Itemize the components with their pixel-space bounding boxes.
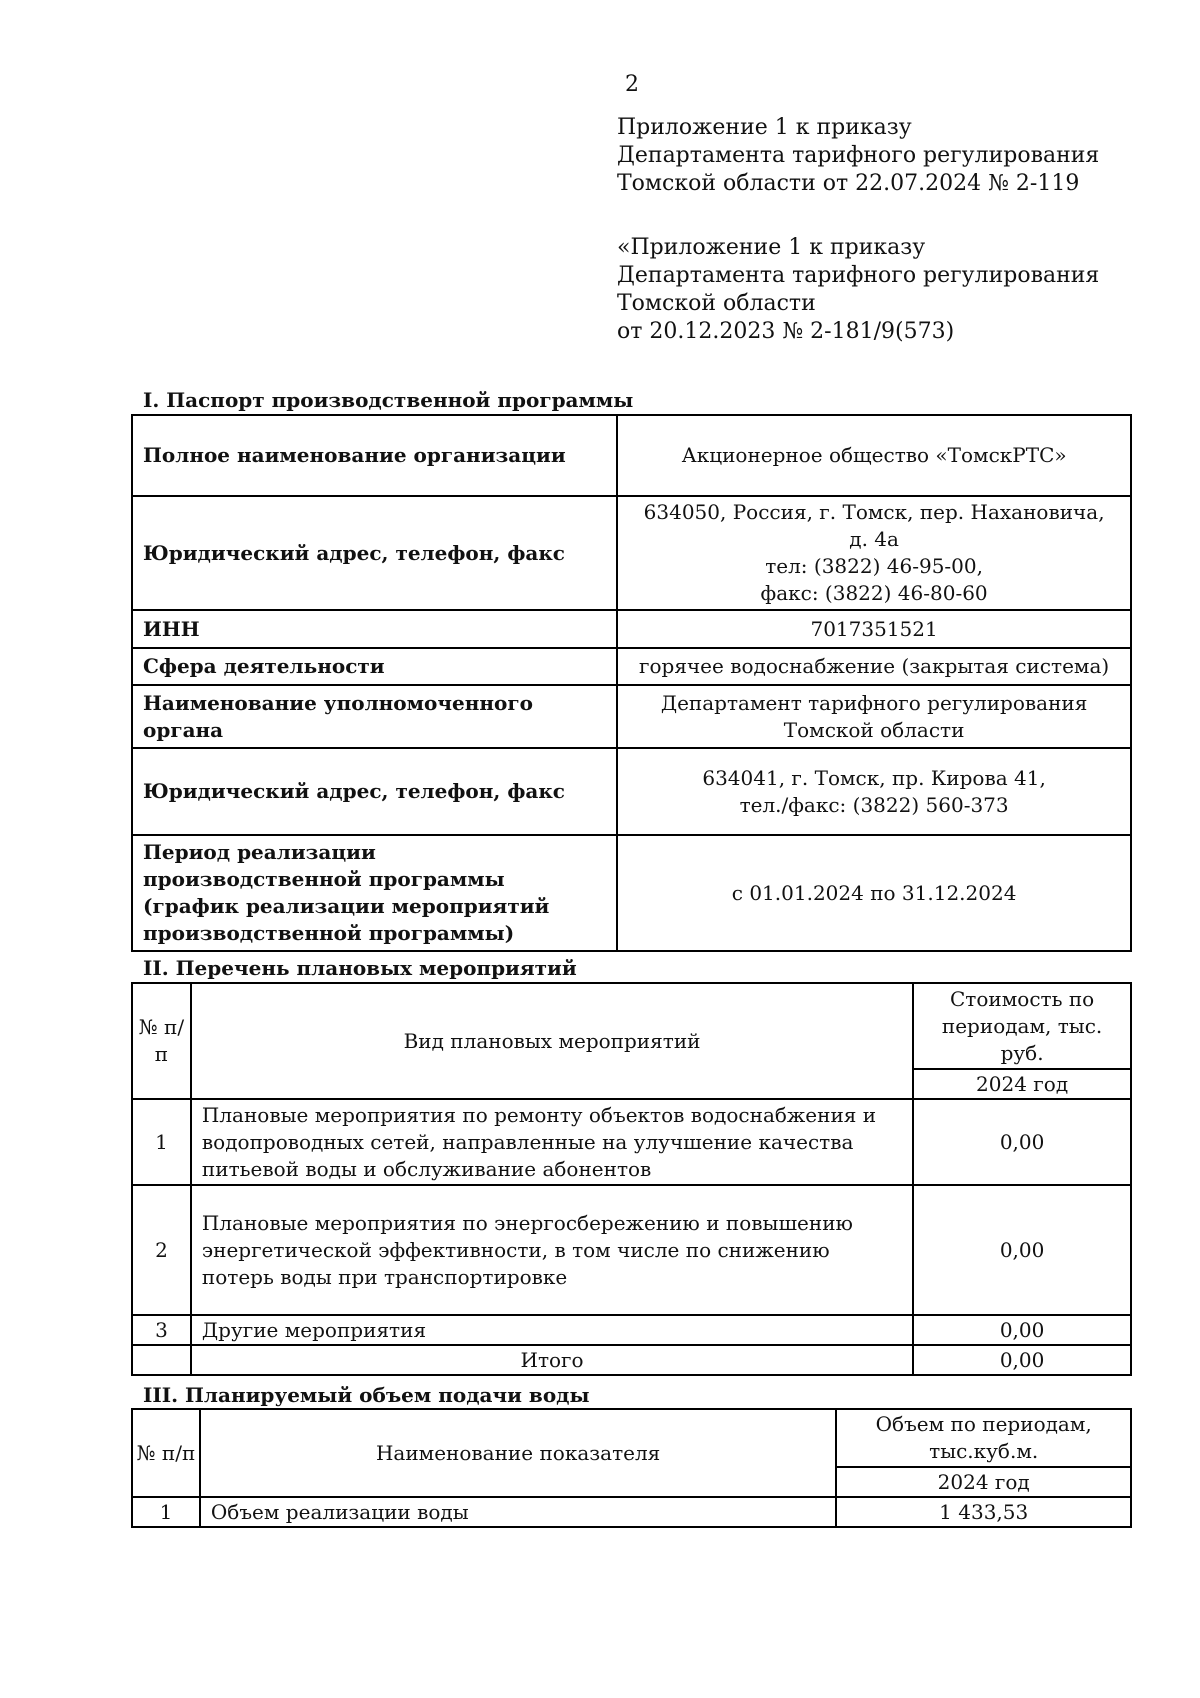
row-num: 2 [132,1185,191,1315]
passport-value: 7017351521 [617,610,1131,648]
passport-label: Юридический адрес, телефон, факс [132,748,617,835]
table-row [132,496,1131,610]
order-header [617,114,1099,198]
passport-value: с 01.01.2024 по 31.12.2024 [617,835,1131,951]
table-row [132,835,1131,951]
passport-value: горячее водоснабжение (закрытая система) [617,648,1131,685]
row-value: 1 433,53 [836,1497,1131,1527]
table-row [132,648,1131,685]
row-num: 3 [132,1315,191,1345]
original-order-header-line: «Приложение 1 к приказу [617,235,926,260]
order-header-line: Томской области от 22.07.2024 № 2-119 [617,171,1080,196]
section1-title: I. Паспорт производственной программы [143,388,634,412]
passport-label: Наименование уполномоченного органа [132,685,617,748]
section2-title: II. Перечень плановых мероприятий [143,956,577,980]
water-volume-table [131,1408,1132,1528]
table-row [132,983,1131,1069]
table-row [132,1497,1131,1527]
col-kind-header: Вид плановых мероприятий [191,983,913,1099]
row-value: 0,00 [913,1099,1131,1185]
measures-table [131,982,1132,1376]
passport-label: Сфера деятельности [132,648,617,685]
order-header-line: Департамента тарифного регулирования [617,143,1100,168]
col-volume-header: Объем по периодам, тыс.куб.м. [836,1409,1131,1467]
col-name-header: Наименование показателя [200,1409,837,1497]
table-row [132,415,1131,496]
section3-title: III. Планируемый объем подачи воды [143,1383,590,1407]
total-value: 0,00 [913,1345,1131,1375]
original-order-header [617,234,1099,346]
table-row [132,1315,1131,1345]
passport-value: 634050, Россия, г. Томск, пер. Нахановича, д. 4а тел: (3822) 46-95-00, факс: (3822) 46-80-60 [617,496,1131,610]
passport-table [131,414,1132,952]
row-num: 1 [132,1099,191,1185]
row-name: Другие мероприятия [191,1315,913,1345]
table-row [132,1409,1131,1467]
row-value: 0,00 [913,1315,1131,1345]
passport-label: Полное наименование организации [132,415,617,496]
col-num-header: № п/п [132,1409,200,1497]
total-label: Итого [191,1345,913,1375]
page-number: 2 [625,72,639,97]
row-value: 0,00 [913,1185,1131,1315]
row-name: Плановые мероприятия по энергосбережению и повышению энергетической эффективности, в том числе по снижению потерь воды при транспортировке [191,1185,913,1315]
passport-value: 634041, г. Томск, пр. Кирова 41, тел./факс: (3822) 560-373 [617,748,1131,835]
table-row [132,1345,1131,1375]
col-num-header: № п/п [132,983,191,1099]
row-num: 1 [132,1497,200,1527]
row-name: Объем реализации воды [200,1497,837,1527]
passport-label: Юридический адрес, телефон, факс [132,496,617,610]
passport-label: Период реализации производственной программы (график реализации мероприятий производственной программы) [132,835,617,951]
table-row [132,610,1131,648]
table-row [132,1185,1131,1315]
original-order-header-line: Томской области [617,291,816,316]
passport-value: Акционерное общество «ТомскРТС» [617,415,1131,496]
total-empty-cell [132,1345,191,1375]
passport-label: ИНН [132,610,617,648]
table-row [132,685,1131,748]
original-order-header-line: от 20.12.2023 № 2-181/9(573) [617,319,955,344]
col-year-header: 2024 год [836,1467,1131,1497]
col-cost-header: Стоимость по периодам, тыс. руб. [913,983,1131,1069]
original-order-header-line: Департамента тарифного регулирования [617,263,1100,288]
row-name: Плановые мероприятия по ремонту объектов водоснабжения и водопроводных сетей, направленные на улучшение качества питьевой воды и обслуживание абонентов [191,1099,913,1185]
col-year-header: 2024 год [913,1069,1131,1099]
table-row [132,1099,1131,1185]
passport-value: Департамент тарифного регулирования Томской области [617,685,1131,748]
order-header-line: Приложение 1 к приказу [617,115,912,140]
table-row [132,748,1131,835]
